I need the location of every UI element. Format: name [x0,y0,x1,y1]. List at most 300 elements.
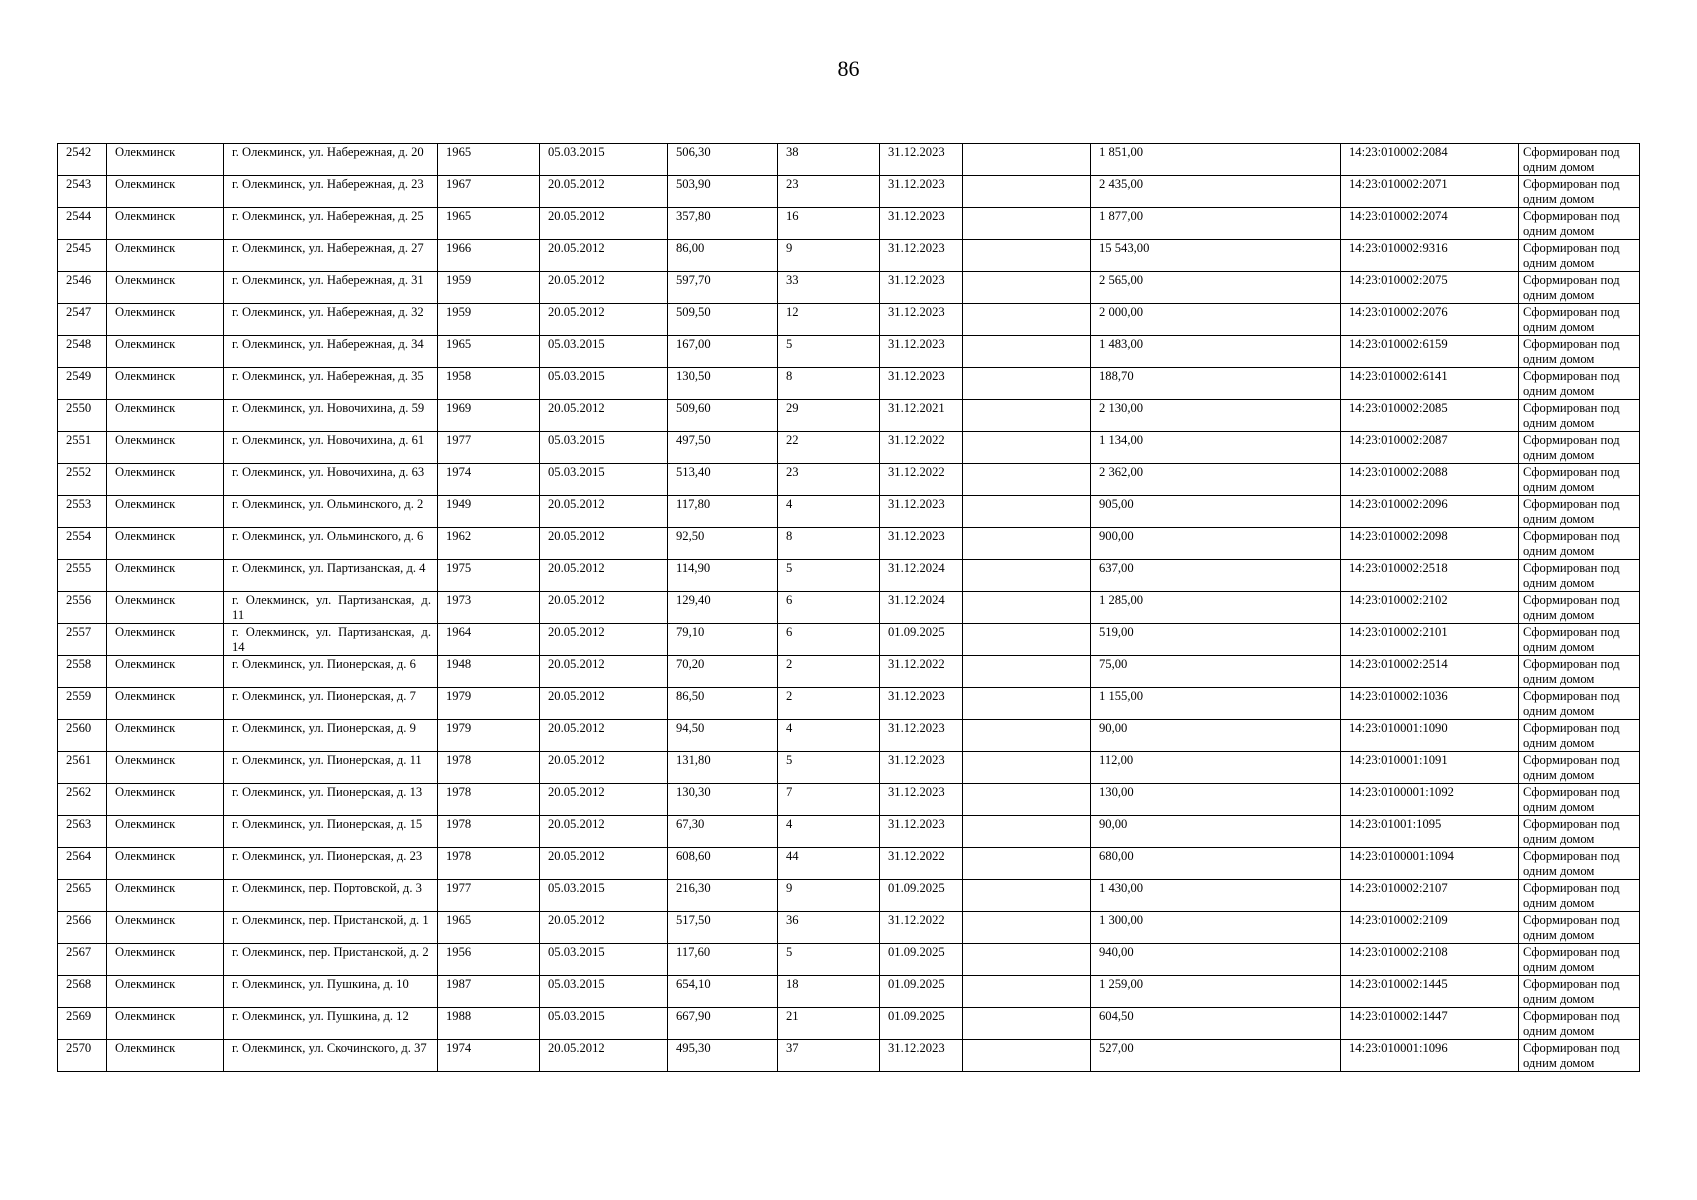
residents-cell: 21 [778,1008,880,1040]
settlement-cell: Олекминск [107,1008,224,1040]
row-number-cell: 2567 [58,944,107,976]
date-cell: 20.05.2012 [540,656,668,688]
cadastral-number-cell: 14:23:010002:2108 [1341,944,1519,976]
area-cell: 92,50 [668,528,778,560]
address-cell: г. Олекминск, ул. Пионерская, д. 6 [224,656,438,688]
address-cell: г. Олекминск, ул. Ольминского, д. 2 [224,496,438,528]
build-year-cell: 1974 [438,1040,540,1072]
land-area-cell: 637,00 [1091,560,1341,592]
status-cell: Сформирован под одним домом [1519,912,1640,944]
build-year-cell: 1979 [438,720,540,752]
deadline-cell: 31.12.2023 [880,208,963,240]
cadastral-number-cell: 14:23:010002:2088 [1341,464,1519,496]
cadastral-number-cell: 14:23:010002:2075 [1341,272,1519,304]
settlement-cell: Олекминск [107,656,224,688]
empty-cell [963,144,1091,176]
deadline-cell: 31.12.2023 [880,304,963,336]
empty-cell [963,464,1091,496]
address-cell: г. Олекминск, ул. Набережная, д. 20 [224,144,438,176]
status-cell: Сформирован под одним домом [1519,784,1640,816]
area-cell: 667,90 [668,1008,778,1040]
row-number-cell: 2569 [58,1008,107,1040]
empty-cell [963,272,1091,304]
area-cell: 117,60 [668,944,778,976]
empty-cell [963,816,1091,848]
residents-cell: 9 [778,880,880,912]
address-cell: г. Олекминск, ул. Пушкина, д. 10 [224,976,438,1008]
cadastral-number-cell: 14:23:010002:2076 [1341,304,1519,336]
deadline-cell: 31.12.2023 [880,144,963,176]
residents-cell: 37 [778,1040,880,1072]
build-year-cell: 1978 [438,784,540,816]
build-year-cell: 1956 [438,944,540,976]
status-cell: Сформирован под одним домом [1519,400,1640,432]
table-body [58,144,1640,1072]
land-area-cell: 1 877,00 [1091,208,1341,240]
cadastral-number-cell: 14:23:010001:1096 [1341,1040,1519,1072]
residents-cell: 36 [778,912,880,944]
cadastral-number-cell: 14:23:010002:2074 [1341,208,1519,240]
settlement-cell: Олекминск [107,464,224,496]
settlement-cell: Олекминск [107,752,224,784]
area-cell: 67,30 [668,816,778,848]
empty-cell [963,240,1091,272]
deadline-cell: 31.12.2023 [880,1040,963,1072]
residents-cell: 2 [778,656,880,688]
status-cell: Сформирован под одним домом [1519,336,1640,368]
land-area-cell: 130,00 [1091,784,1341,816]
cadastral-number-cell: 14:23:010002:1445 [1341,976,1519,1008]
row-number-cell: 2544 [58,208,107,240]
date-cell: 05.03.2015 [540,944,668,976]
settlement-cell: Олекминск [107,592,224,624]
row-number-cell: 2547 [58,304,107,336]
build-year-cell: 1967 [438,176,540,208]
settlement-cell: Олекминск [107,496,224,528]
residents-cell: 6 [778,624,880,656]
empty-cell [963,1040,1091,1072]
status-cell: Сформирован под одним домом [1519,464,1640,496]
land-area-cell: 90,00 [1091,720,1341,752]
date-cell: 20.05.2012 [540,816,668,848]
area-cell: 608,60 [668,848,778,880]
address-cell: г. Олекминск, ул. Набережная, д. 27 [224,240,438,272]
date-cell: 05.03.2015 [540,464,668,496]
deadline-cell: 31.12.2023 [880,688,963,720]
deadline-cell: 31.12.2023 [880,752,963,784]
area-cell: 517,50 [668,912,778,944]
land-area-cell: 2 000,00 [1091,304,1341,336]
table-row [58,1008,1640,1040]
build-year-cell: 1974 [438,464,540,496]
settlement-cell: Олекминск [107,624,224,656]
table-row [58,144,1640,176]
land-area-cell: 2 130,00 [1091,400,1341,432]
settlement-cell: Олекминск [107,944,224,976]
land-area-cell: 1 851,00 [1091,144,1341,176]
table-row [58,784,1640,816]
build-year-cell: 1966 [438,240,540,272]
table-row [58,208,1640,240]
build-year-cell: 1959 [438,272,540,304]
status-cell: Сформирован под одним домом [1519,816,1640,848]
empty-cell [963,720,1091,752]
empty-cell [963,592,1091,624]
row-number-cell: 2552 [58,464,107,496]
land-area-cell: 519,00 [1091,624,1341,656]
area-cell: 654,10 [668,976,778,1008]
residents-cell: 16 [778,208,880,240]
residents-cell: 4 [778,496,880,528]
status-cell: Сформирован под одним домом [1519,1040,1640,1072]
date-cell: 05.03.2015 [540,144,668,176]
status-cell: Сформирован под одним домом [1519,272,1640,304]
build-year-cell: 1959 [438,304,540,336]
housing-register-table [57,143,1640,1072]
status-cell: Сформирован под одним домом [1519,368,1640,400]
status-cell: Сформирован под одним домом [1519,656,1640,688]
build-year-cell: 1965 [438,208,540,240]
row-number-cell: 2548 [58,336,107,368]
deadline-cell: 31.12.2023 [880,176,963,208]
land-area-cell: 112,00 [1091,752,1341,784]
build-year-cell: 1965 [438,144,540,176]
deadline-cell: 31.12.2023 [880,816,963,848]
build-year-cell: 1964 [438,624,540,656]
status-cell: Сформирован под одним домом [1519,720,1640,752]
cadastral-number-cell: 14:23:010001:1091 [1341,752,1519,784]
area-cell: 86,00 [668,240,778,272]
empty-cell [963,656,1091,688]
date-cell: 20.05.2012 [540,592,668,624]
area-cell: 129,40 [668,592,778,624]
address-cell: г. Олекминск, ул. Набережная, д. 35 [224,368,438,400]
settlement-cell: Олекминск [107,240,224,272]
cadastral-number-cell: 14:23:010002:2096 [1341,496,1519,528]
land-area-cell: 1 300,00 [1091,912,1341,944]
table-row [58,528,1640,560]
empty-cell [963,176,1091,208]
empty-cell [963,1008,1091,1040]
deadline-cell: 31.12.2023 [880,496,963,528]
residents-cell: 38 [778,144,880,176]
row-number-cell: 2559 [58,688,107,720]
residents-cell: 4 [778,720,880,752]
land-area-cell: 680,00 [1091,848,1341,880]
residents-cell: 33 [778,272,880,304]
table-row [58,848,1640,880]
deadline-cell: 31.12.2021 [880,400,963,432]
date-cell: 20.05.2012 [540,240,668,272]
status-cell: Сформирован под одним домом [1519,528,1640,560]
status-cell: Сформирован под одним домом [1519,624,1640,656]
table-row [58,496,1640,528]
cadastral-number-cell: 14:23:01001:1095 [1341,816,1519,848]
settlement-cell: Олекминск [107,368,224,400]
table-row [58,656,1640,688]
residents-cell: 5 [778,560,880,592]
settlement-cell: Олекминск [107,912,224,944]
settlement-cell: Олекминск [107,336,224,368]
residents-cell: 4 [778,816,880,848]
area-cell: 117,80 [668,496,778,528]
date-cell: 20.05.2012 [540,304,668,336]
cadastral-number-cell: 14:23:0100001:1092 [1341,784,1519,816]
cadastral-number-cell: 14:23:010002:2107 [1341,880,1519,912]
deadline-cell: 31.12.2022 [880,848,963,880]
date-cell: 20.05.2012 [540,848,668,880]
area-cell: 70,20 [668,656,778,688]
status-cell: Сформирован под одним домом [1519,240,1640,272]
empty-cell [963,912,1091,944]
land-area-cell: 1 430,00 [1091,880,1341,912]
table-row [58,400,1640,432]
area-cell: 131,80 [668,752,778,784]
deadline-cell: 31.12.2024 [880,560,963,592]
settlement-cell: Олекминск [107,720,224,752]
residents-cell: 29 [778,400,880,432]
empty-cell [963,208,1091,240]
row-number-cell: 2551 [58,432,107,464]
cadastral-number-cell: 14:23:010002:1447 [1341,1008,1519,1040]
empty-cell [963,496,1091,528]
land-area-cell: 905,00 [1091,496,1341,528]
date-cell: 20.05.2012 [540,1040,668,1072]
area-cell: 506,30 [668,144,778,176]
residents-cell: 9 [778,240,880,272]
deadline-cell: 31.12.2023 [880,272,963,304]
table-row [58,944,1640,976]
date-cell: 20.05.2012 [540,624,668,656]
row-number-cell: 2565 [58,880,107,912]
build-year-cell: 1987 [438,976,540,1008]
table-row [58,912,1640,944]
empty-cell [963,528,1091,560]
settlement-cell: Олекминск [107,816,224,848]
status-cell: Сформирован под одним домом [1519,176,1640,208]
area-cell: 130,50 [668,368,778,400]
status-cell: Сформирован под одним домом [1519,304,1640,336]
land-area-cell: 1 285,00 [1091,592,1341,624]
build-year-cell: 1978 [438,848,540,880]
deadline-cell: 01.09.2025 [880,976,963,1008]
cadastral-number-cell: 14:23:010002:2098 [1341,528,1519,560]
area-cell: 94,50 [668,720,778,752]
date-cell: 20.05.2012 [540,912,668,944]
address-cell: г. Олекминск, ул. Пионерская, д. 7 [224,688,438,720]
deadline-cell: 01.09.2025 [880,944,963,976]
empty-cell [963,560,1091,592]
cadastral-number-cell: 14:23:010002:1036 [1341,688,1519,720]
status-cell: Сформирован под одним домом [1519,944,1640,976]
date-cell: 20.05.2012 [540,752,668,784]
date-cell: 20.05.2012 [540,496,668,528]
table-row [58,688,1640,720]
date-cell: 20.05.2012 [540,528,668,560]
build-year-cell: 1979 [438,688,540,720]
address-cell: г. Олекминск, ул. Ольминского, д. 6 [224,528,438,560]
cadastral-number-cell: 14:23:010001:1090 [1341,720,1519,752]
status-cell: Сформирован под одним домом [1519,592,1640,624]
residents-cell: 12 [778,304,880,336]
date-cell: 20.05.2012 [540,720,668,752]
date-cell: 05.03.2015 [540,368,668,400]
settlement-cell: Олекминск [107,272,224,304]
settlement-cell: Олекминск [107,560,224,592]
date-cell: 05.03.2015 [540,432,668,464]
status-cell: Сформирован под одним домом [1519,432,1640,464]
build-year-cell: 1975 [438,560,540,592]
settlement-cell: Олекминск [107,304,224,336]
deadline-cell: 31.12.2022 [880,656,963,688]
land-area-cell: 1 134,00 [1091,432,1341,464]
address-cell: г. Олекминск, ул. Набережная, д. 34 [224,336,438,368]
deadline-cell: 31.12.2023 [880,368,963,400]
cadastral-number-cell: 14:23:010002:6159 [1341,336,1519,368]
table-row [58,240,1640,272]
deadline-cell: 31.12.2022 [880,912,963,944]
residents-cell: 8 [778,368,880,400]
date-cell: 05.03.2015 [540,880,668,912]
table-row [58,336,1640,368]
settlement-cell: Олекминск [107,144,224,176]
deadline-cell: 31.12.2022 [880,464,963,496]
address-cell: г. Олекминск, ул. Пушкина, д. 12 [224,1008,438,1040]
deadline-cell: 01.09.2025 [880,624,963,656]
land-area-cell: 1 259,00 [1091,976,1341,1008]
table-row [58,720,1640,752]
table-row [58,464,1640,496]
row-number-cell: 2564 [58,848,107,880]
residents-cell: 44 [778,848,880,880]
row-number-cell: 2556 [58,592,107,624]
status-cell: Сформирован под одним домом [1519,976,1640,1008]
area-cell: 495,30 [668,1040,778,1072]
land-area-cell: 2 362,00 [1091,464,1341,496]
build-year-cell: 1958 [438,368,540,400]
deadline-cell: 31.12.2023 [880,784,963,816]
build-year-cell: 1978 [438,816,540,848]
table-row [58,560,1640,592]
date-cell: 20.05.2012 [540,208,668,240]
cadastral-number-cell: 14:23:010002:2514 [1341,656,1519,688]
row-number-cell: 2570 [58,1040,107,1072]
cadastral-number-cell: 14:23:010002:2085 [1341,400,1519,432]
build-year-cell: 1948 [438,656,540,688]
land-area-cell: 75,00 [1091,656,1341,688]
area-cell: 357,80 [668,208,778,240]
cadastral-number-cell: 14:23:010002:2071 [1341,176,1519,208]
land-area-cell: 527,00 [1091,1040,1341,1072]
row-number-cell: 2542 [58,144,107,176]
land-area-cell: 900,00 [1091,528,1341,560]
table-row [58,816,1640,848]
table-row [58,368,1640,400]
row-number-cell: 2550 [58,400,107,432]
address-cell: г. Олекминск, пер. Портовской, д. 3 [224,880,438,912]
land-area-cell: 188,70 [1091,368,1341,400]
empty-cell [963,944,1091,976]
row-number-cell: 2557 [58,624,107,656]
settlement-cell: Олекминск [107,688,224,720]
empty-cell [963,304,1091,336]
deadline-cell: 31.12.2022 [880,432,963,464]
address-cell: г. Олекминск, ул. Скочинского, д. 37 [224,1040,438,1072]
deadline-cell: 31.12.2024 [880,592,963,624]
address-cell: г. Олекминск, ул. Пионерская, д. 23 [224,848,438,880]
deadline-cell: 31.12.2023 [880,528,963,560]
empty-cell [963,688,1091,720]
address-cell: г. Олекминск, ул. Новочихина, д. 63 [224,464,438,496]
area-cell: 216,30 [668,880,778,912]
empty-cell [963,784,1091,816]
address-cell: г. Олекминск, ул. Набережная, д. 31 [224,272,438,304]
table-row [58,176,1640,208]
settlement-cell: Олекминск [107,528,224,560]
settlement-cell: Олекминск [107,848,224,880]
residents-cell: 18 [778,976,880,1008]
row-number-cell: 2555 [58,560,107,592]
row-number-cell: 2554 [58,528,107,560]
land-area-cell: 940,00 [1091,944,1341,976]
address-cell: г. Олекминск, ул. Пионерская, д. 13 [224,784,438,816]
residents-cell: 2 [778,688,880,720]
table-row [58,976,1640,1008]
date-cell: 20.05.2012 [540,176,668,208]
date-cell: 20.05.2012 [540,560,668,592]
row-number-cell: 2545 [58,240,107,272]
settlement-cell: Олекминск [107,976,224,1008]
area-cell: 597,70 [668,272,778,304]
land-area-cell: 1 155,00 [1091,688,1341,720]
table-row [58,272,1640,304]
address-cell: г. Олекминск, ул. Набережная, д. 23 [224,176,438,208]
cadastral-number-cell: 14:23:010002:2084 [1341,144,1519,176]
deadline-cell: 31.12.2023 [880,336,963,368]
settlement-cell: Олекминск [107,880,224,912]
deadline-cell: 01.09.2025 [880,1008,963,1040]
land-area-cell: 15 543,00 [1091,240,1341,272]
empty-cell [963,848,1091,880]
land-area-cell: 2 565,00 [1091,272,1341,304]
build-year-cell: 1949 [438,496,540,528]
status-cell: Сформирован под одним домом [1519,496,1640,528]
date-cell: 20.05.2012 [540,688,668,720]
area-cell: 86,50 [668,688,778,720]
date-cell: 05.03.2015 [540,976,668,1008]
residents-cell: 6 [778,592,880,624]
row-number-cell: 2562 [58,784,107,816]
date-cell: 05.03.2015 [540,1008,668,1040]
build-year-cell: 1978 [438,752,540,784]
row-number-cell: 2549 [58,368,107,400]
row-number-cell: 2553 [58,496,107,528]
residents-cell: 7 [778,784,880,816]
settlement-cell: Олекминск [107,176,224,208]
land-area-cell: 1 483,00 [1091,336,1341,368]
address-cell: г. Олекминск, ул. Набережная, д. 32 [224,304,438,336]
residents-cell: 8 [778,528,880,560]
empty-cell [963,368,1091,400]
row-number-cell: 2546 [58,272,107,304]
table-row [58,624,1640,656]
row-number-cell: 2558 [58,656,107,688]
deadline-cell: 31.12.2023 [880,720,963,752]
table-row [58,432,1640,464]
address-cell: г. Олекминск, ул. Новочихина, д. 61 [224,432,438,464]
status-cell: Сформирован под одним домом [1519,1008,1640,1040]
area-cell: 513,40 [668,464,778,496]
